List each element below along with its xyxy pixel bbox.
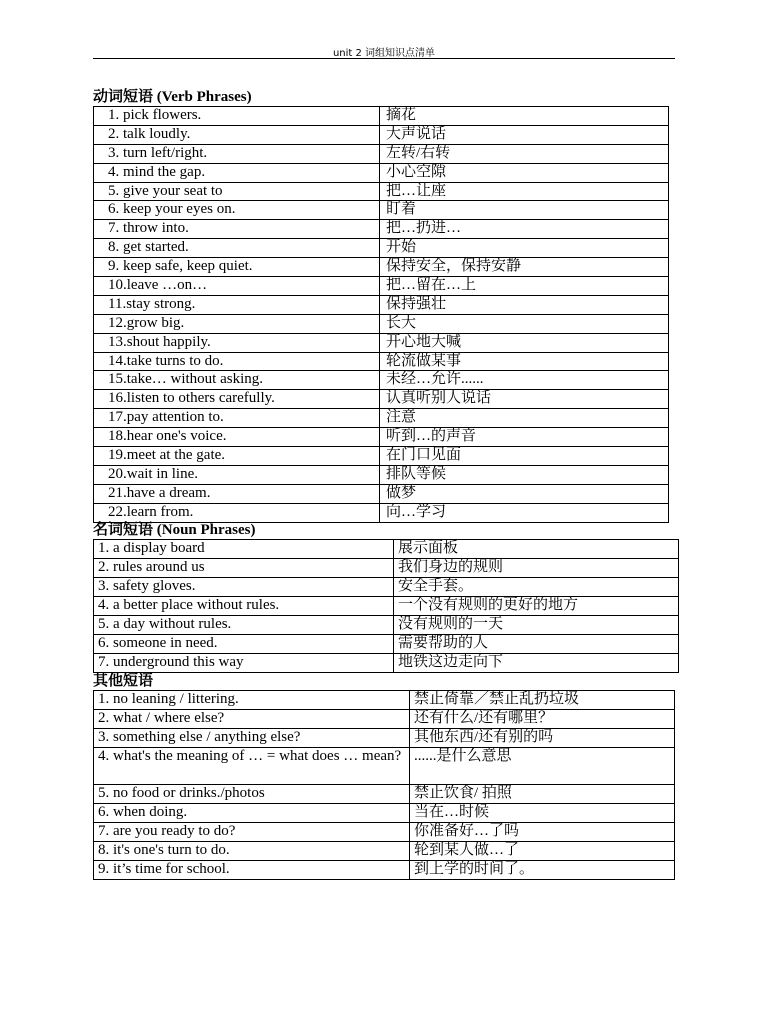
table-row bbox=[94, 616, 679, 635]
phrase-chinese: 当在…时候 bbox=[410, 804, 675, 823]
phrase-chinese: 没有规则的一天 bbox=[394, 616, 679, 635]
phrase-english: 7. are you ready to do? bbox=[94, 823, 410, 842]
table-row bbox=[94, 710, 675, 729]
phrase-english: 16.listen to others carefully. bbox=[94, 390, 380, 409]
table-row bbox=[94, 428, 669, 447]
phrase-english: 5. no food or drinks./photos bbox=[94, 785, 410, 804]
noun-phrases-table bbox=[93, 539, 679, 673]
table-row bbox=[94, 352, 669, 371]
noun-phrases-body bbox=[94, 540, 679, 673]
table-row bbox=[94, 804, 675, 823]
phrase-english: 1. a display board bbox=[94, 540, 394, 559]
table-row bbox=[94, 371, 669, 390]
phrase-chinese: 盯着 bbox=[380, 201, 669, 220]
table-row bbox=[94, 182, 669, 201]
phrase-chinese: 轮流做某事 bbox=[380, 352, 669, 371]
phrase-chinese: 我们身边的规则 bbox=[394, 559, 679, 578]
phrase-english: 10.leave …on… bbox=[94, 277, 380, 296]
phrase-chinese: 还有什么/还有哪里？ bbox=[410, 710, 675, 729]
phrase-chinese: 地铁这边走向下 bbox=[394, 654, 679, 673]
table-row bbox=[94, 559, 679, 578]
page-header: unit 2 词组知识点清单 bbox=[332, 48, 436, 59]
phrase-english: 5. a day without rules. bbox=[94, 616, 394, 635]
phrase-chinese: 需要帮助的人 bbox=[394, 635, 679, 654]
phrase-english: 3. something else / anything else? bbox=[94, 729, 410, 748]
table-row bbox=[94, 540, 679, 559]
table-row bbox=[94, 314, 669, 333]
phrase-english: 22.learn from. bbox=[94, 503, 380, 522]
phrase-chinese: 注意 bbox=[380, 409, 669, 428]
phrase-chinese: 你准备好…了吗 bbox=[410, 823, 675, 842]
phrase-chinese: 其他东西/还有别的吗 bbox=[410, 729, 675, 748]
table-row bbox=[94, 823, 675, 842]
phrase-chinese: 长大 bbox=[380, 314, 669, 333]
verb-phrases-body bbox=[94, 107, 669, 523]
phrase-english: 18.hear one's voice. bbox=[94, 428, 380, 447]
phrase-chinese: 展示面板 bbox=[394, 540, 679, 559]
phrase-english: 17.pay attention to. bbox=[94, 409, 380, 428]
table-row bbox=[94, 239, 669, 258]
phrase-chinese: 未经…允许...... bbox=[380, 371, 669, 390]
table-row bbox=[94, 691, 675, 710]
phrase-english: 8. get started. bbox=[94, 239, 380, 258]
phrase-chinese: ......是什么意思 bbox=[410, 748, 675, 785]
phrase-chinese: 到上学的时间了。 bbox=[410, 861, 675, 880]
phrase-chinese: 大声说话 bbox=[380, 125, 669, 144]
phrase-chinese: 开始 bbox=[380, 239, 669, 258]
phrase-chinese: 听到…的声音 bbox=[380, 428, 669, 447]
phrase-english: 15.take… without asking. bbox=[94, 371, 380, 390]
phrase-english: 2. talk loudly. bbox=[94, 125, 380, 144]
phrase-english: 6. when doing. bbox=[94, 804, 410, 823]
phrase-english: 8. it's one's turn to do. bbox=[94, 842, 410, 861]
table-row bbox=[94, 277, 669, 296]
table-row bbox=[94, 842, 675, 861]
table-row bbox=[94, 163, 669, 182]
phrase-english: 7. underground this way bbox=[94, 654, 394, 673]
phrase-english: 3. safety gloves. bbox=[94, 578, 394, 597]
other-phrases-body bbox=[94, 691, 675, 880]
table-row bbox=[94, 220, 669, 239]
table-row bbox=[94, 107, 669, 126]
phrase-chinese: 向…学习 bbox=[380, 503, 669, 522]
phrase-chinese: 开心地大喊 bbox=[380, 333, 669, 352]
phrase-chinese: 保持强壮 bbox=[380, 295, 669, 314]
phrase-chinese: 轮到某人做…了 bbox=[410, 842, 675, 861]
phrase-chinese: 在门口见面 bbox=[380, 447, 669, 466]
phrase-english: 19.meet at the gate. bbox=[94, 447, 380, 466]
phrase-chinese: 小心空隙 bbox=[380, 163, 669, 182]
header-divider bbox=[93, 58, 675, 59]
table-row bbox=[94, 654, 679, 673]
phrase-english: 11.stay strong. bbox=[94, 295, 380, 314]
phrase-english: 4. a better place without rules. bbox=[94, 597, 394, 616]
phrase-chinese: 排队等候 bbox=[380, 465, 669, 484]
phrase-chinese: 安全手套。 bbox=[394, 578, 679, 597]
phrase-english: 7. throw into. bbox=[94, 220, 380, 239]
table-row bbox=[94, 465, 669, 484]
phrase-english: 5. give your seat to bbox=[94, 182, 380, 201]
phrase-chinese: 禁止饮食/ 拍照 bbox=[410, 785, 675, 804]
phrase-english: 4. mind the gap. bbox=[94, 163, 380, 182]
verb-phrases-table bbox=[93, 106, 669, 523]
phrase-english: 13.shout happily. bbox=[94, 333, 380, 352]
section-title-noun-phrases: 名词短语 (Noun Phrases) bbox=[93, 522, 256, 538]
table-row bbox=[94, 447, 669, 466]
phrase-chinese: 保持安全，保持安静 bbox=[380, 258, 669, 277]
table-row bbox=[94, 125, 669, 144]
phrase-english: 21.have a dream. bbox=[94, 484, 380, 503]
phrase-chinese: 做梦 bbox=[380, 484, 669, 503]
phrase-chinese: 把…让座 bbox=[380, 182, 669, 201]
phrase-chinese: 认真听别人说话 bbox=[380, 390, 669, 409]
phrase-english: 14.take turns to do. bbox=[94, 352, 380, 371]
table-row bbox=[94, 333, 669, 352]
phrase-english: 2. what / where else? bbox=[94, 710, 410, 729]
table-row bbox=[94, 635, 679, 654]
phrase-english: 9. it’s time for school. bbox=[94, 861, 410, 880]
table-row bbox=[94, 597, 679, 616]
phrase-english: 6. keep your eyes on. bbox=[94, 201, 380, 220]
phrase-english: 1. pick flowers. bbox=[94, 107, 380, 126]
phrase-chinese: 把…扔进… bbox=[380, 220, 669, 239]
phrase-english: 12.grow big. bbox=[94, 314, 380, 333]
phrase-chinese: 把…留在…上 bbox=[380, 277, 669, 296]
phrase-english: 9. keep safe, keep quiet. bbox=[94, 258, 380, 277]
other-phrases-table bbox=[93, 690, 675, 880]
table-row bbox=[94, 785, 675, 804]
table-row bbox=[94, 201, 669, 220]
table-row bbox=[94, 503, 669, 522]
table-row bbox=[94, 578, 679, 597]
phrase-english: 20.wait in line. bbox=[94, 465, 380, 484]
table-row bbox=[94, 729, 675, 748]
section-title-verb-phrases: 动词短语 (Verb Phrases) bbox=[93, 89, 252, 105]
phrase-english: 1. no leaning / littering. bbox=[94, 691, 410, 710]
phrase-english: 4. what's the meaning of … = what does … mean? bbox=[94, 748, 410, 785]
phrase-english: 2. rules around us bbox=[94, 559, 394, 578]
table-row bbox=[94, 861, 675, 880]
phrase-chinese: 摘花 bbox=[380, 107, 669, 126]
table-row bbox=[94, 409, 669, 428]
phrase-chinese: 左转/右转 bbox=[380, 144, 669, 163]
table-row bbox=[94, 748, 675, 785]
phrase-chinese: 禁止倚靠／禁止乱扔垃圾 bbox=[410, 691, 675, 710]
table-row bbox=[94, 390, 669, 409]
section-title-other-phrases: 其他短语 bbox=[93, 673, 154, 689]
phrase-english: 3. turn left/right. bbox=[94, 144, 380, 163]
table-row bbox=[94, 295, 669, 314]
phrase-english: 6. someone in need. bbox=[94, 635, 394, 654]
table-row bbox=[94, 144, 669, 163]
table-row bbox=[94, 258, 669, 277]
phrase-chinese: 一个没有规则的更好的地方 bbox=[394, 597, 679, 616]
table-row bbox=[94, 484, 669, 503]
